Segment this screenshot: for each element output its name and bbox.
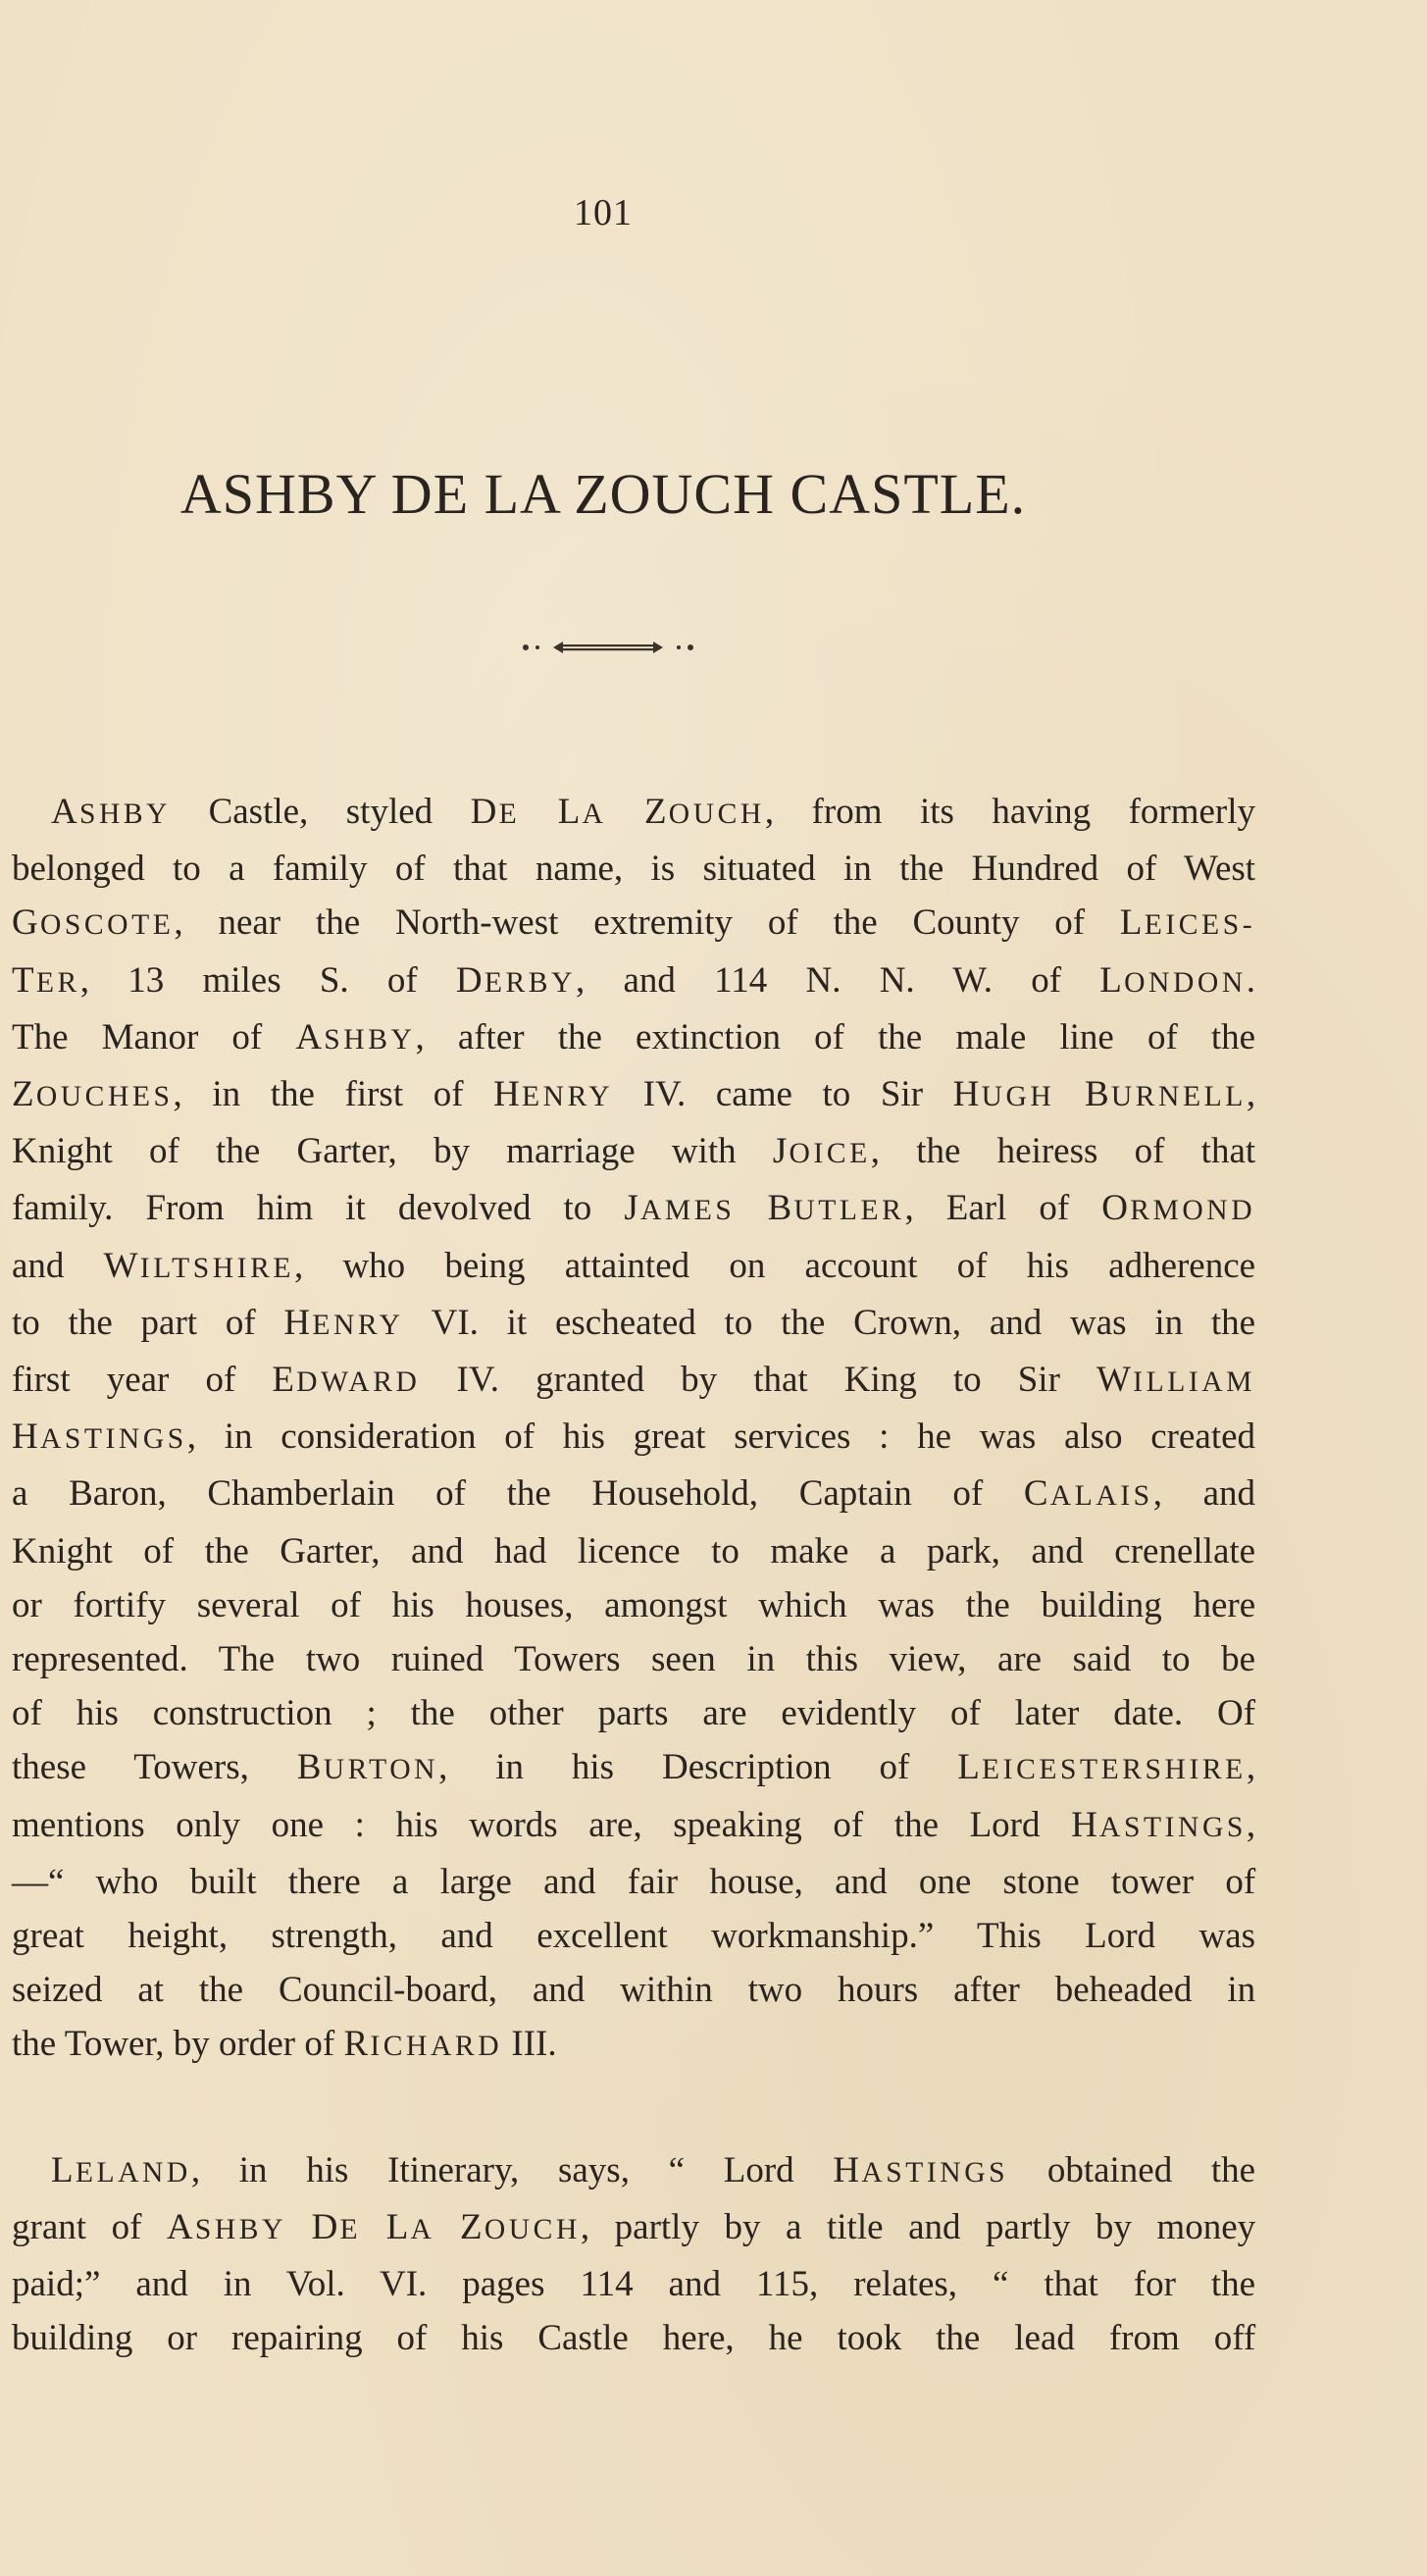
text-line: —“ who built there a large and fair house, and one stone tower of — [12, 1861, 1256, 1902]
text-line: to the part of HENRY VI. it escheated to the Crown, and was in the — [12, 1302, 1256, 1343]
page-number: 101 — [574, 192, 633, 233]
text-line: grant of ASHBY DE LA ZOUCH, partly by a title and partly by money — [12, 2206, 1256, 2247]
text-line: paid;” and in Vol. VI. pages 114 and 115, relates, “ that for the — [12, 2264, 1256, 2305]
text-line: represented. The two ruined Towers seen in this view, are said to be — [12, 1639, 1256, 1680]
text-line: the Tower, by order of RICHARD III. — [12, 2024, 557, 2065]
text-line: LELAND, in his Itinerary, says, “ Lord HASTINGS obtained the — [51, 2149, 1256, 2190]
text-line: belonged to a family of that name, is situated in the Hundred of West — [12, 849, 1256, 890]
text-line: building or repairing of his Castle here, he took the lead from off — [12, 2318, 1256, 2359]
text-line: seized at the Council-board, and within two hours after beheaded in — [12, 1970, 1256, 2011]
text-line: first year of EDWARD IV. granted by that King to Sir WILLIAM — [12, 1360, 1256, 1401]
ornament-divider — [520, 636, 696, 659]
paragraph — [12, 2143, 1255, 2366]
text-line: family. From him it devolved to JAMES BUTLER, Earl of ORMOND — [12, 1188, 1256, 1229]
text-line: ASHBY Castle, styled DE LA ZOUCH, from its having formerly — [51, 792, 1256, 832]
text-line: GOSCOTE, near the North-west extremity of the County of LEICES- — [12, 902, 1256, 944]
text-line: great height, strength, and excellent workmanship.” This Lord was — [12, 1916, 1256, 1957]
text-line: ZOUCHES, in the first of HENRY IV. came to Sir HUGH BURNELL, — [12, 1074, 1256, 1115]
text-line: TER, 13 miles S. of DERBY, and 114 N. N. W. of LONDON. — [12, 959, 1255, 1001]
paragraph — [12, 785, 1255, 2075]
text-line: mentions only one : his words are, speaking of the Lord HASTINGS, — [12, 1804, 1256, 1845]
text-line: and WILTSHIRE, who being attainted on account of his adherence — [12, 1245, 1256, 1286]
text-line: Knight of the Garter, by marriage with JOICE, the heiress of that — [12, 1131, 1256, 1172]
text-line: HASTINGS, in consideration of his great services : he was also created — [12, 1417, 1256, 1458]
text-line: Knight of the Garter, and had licence to make a park, and crenellate — [12, 1530, 1256, 1571]
text-line: The Manor of ASHBY, after the extinction of the male line of the — [12, 1016, 1256, 1057]
text-line: a Baron, Chamberlain of the Household, Captain of CALAIS, and — [12, 1473, 1256, 1515]
text-line: these Towers, BURTON, in his Description of LEICESTERSHIRE, — [12, 1747, 1256, 1788]
text-line: of his construction ; the other parts are evidently of later date. Of — [12, 1693, 1256, 1734]
body-text — [12, 785, 1255, 2365]
text-line: or fortify several of his houses, amongst which was the building here — [12, 1584, 1256, 1625]
page-title: ASHBY DE LA ZOUCH CASTLE. — [179, 462, 1027, 526]
paragraph-gap — [12, 2075, 1255, 2143]
